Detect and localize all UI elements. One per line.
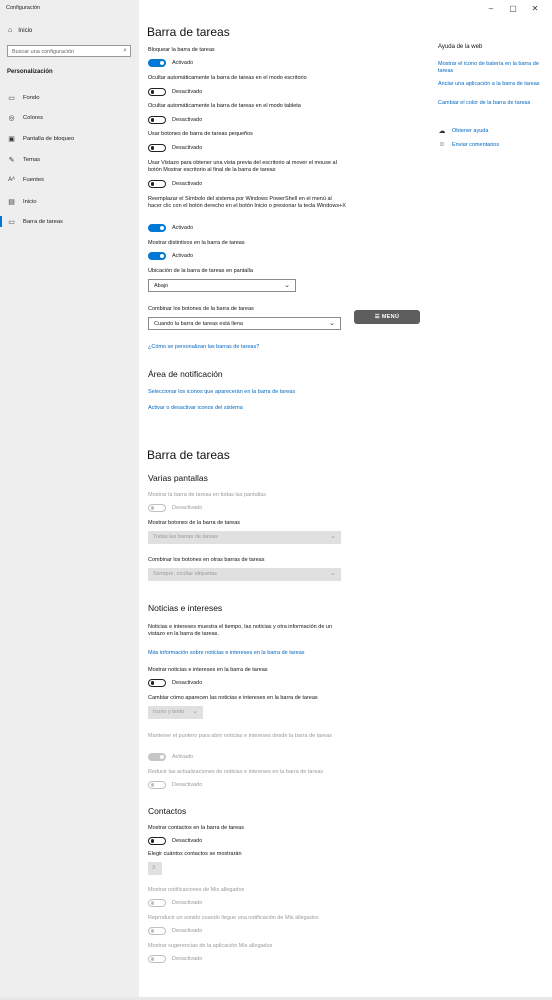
sidebar-item-label: Barra de tareas [23, 219, 63, 225]
system-icons-link[interactable]: Activar o desactivar iconos del sistema [148, 405, 243, 411]
lock-taskbar-toggle[interactable] [148, 59, 193, 67]
location-select[interactable] [148, 279, 296, 292]
search-input[interactable] [7, 45, 131, 57]
sidebar-item-temas[interactable] [7, 156, 40, 164]
taskbar-icon: ▭ [8, 219, 15, 226]
toggle-state: Desactivado [172, 956, 203, 962]
setting-label: Ocultar automáticamente la barra de tareas en el modo escritorio [148, 75, 307, 81]
autohide-desktop-toggle[interactable] [148, 88, 202, 96]
setting-label: Reducir las actualizaciones de noticias e intereses en la barra de tareas [148, 769, 324, 775]
help-title: Ayuda de la web [438, 44, 483, 50]
feedback-icon: ☺ [438, 141, 446, 148]
sidebar-item-label: Fuentes [23, 177, 44, 183]
toggle-switch[interactable] [148, 252, 166, 260]
sidebar-item-pantalla-bloqueo[interactable] [7, 135, 74, 143]
autohide-tablet-toggle[interactable] [148, 116, 202, 124]
toggle-state: Desactivado [172, 838, 203, 844]
chevron-down-icon: ⌄ [329, 320, 335, 327]
search-icon: ⌕ [123, 47, 127, 54]
toggle-switch[interactable] [148, 59, 166, 67]
badges-toggle[interactable] [148, 252, 193, 260]
toggle-switch[interactable] [148, 899, 166, 907]
menu-button[interactable]: ☰ MENÚ [354, 310, 420, 324]
toggle-switch[interactable] [148, 955, 166, 963]
sidebar-home-label: Inicio [18, 27, 33, 34]
sidebar-item-label: Temas [23, 157, 41, 163]
peek-toggle[interactable] [148, 180, 202, 188]
toggle-state: Activado [172, 60, 194, 66]
toggle-switch[interactable] [148, 116, 166, 124]
setting-label: Cambiar cómo aparecen las noticias e intereses en la barra de tareas [148, 695, 318, 701]
sidebar-item-label: Inicio [23, 199, 37, 205]
news-hover-toggle[interactable] [148, 753, 193, 761]
chevron-down-icon: ⌄ [330, 570, 336, 577]
setting-label: Reproducir un sonido cuando llegue una notificación de Mis allegados [148, 915, 319, 921]
contacts-sugg-toggle[interactable] [148, 955, 202, 963]
setting-label: Elegir cuántos contactos se mostrarán [148, 851, 242, 857]
help-chat-icon: ☁ [438, 128, 446, 135]
news-link[interactable]: Más información sobre noticias e intereses en la barra de tareas [148, 650, 305, 656]
news-description: Noticias e intereses muestra el tiempo, las noticias y otra información de un vistazo en la barra de tareas. [148, 624, 333, 638]
setting-label: Mostrar botones de la barra de tareas [148, 520, 241, 526]
select-value: Cuando la barra de tareas está llena [154, 321, 243, 327]
feedback-label: Enviar comentarios [452, 141, 500, 148]
select-value: 3 [152, 865, 156, 871]
chevron-down-icon: ⌄ [284, 282, 290, 289]
toggle-switch[interactable] [148, 224, 166, 232]
brush-icon: ✎ [8, 157, 15, 164]
sidebar-item-label: Fondo [23, 95, 40, 101]
get-help-link[interactable] [438, 127, 488, 135]
small-buttons-toggle[interactable] [148, 144, 202, 152]
toggle-state: Desactivado [172, 782, 203, 788]
select-value: Icono y texto [153, 709, 185, 715]
sidebar-item-label: Colores [23, 115, 43, 121]
section-title: Barra de tareas [147, 448, 230, 462]
lock-screen-icon: ▣ [8, 136, 15, 143]
news-style-select[interactable] [148, 706, 203, 719]
image-icon: ▭ [8, 95, 15, 102]
select-value: Abajo [154, 283, 169, 289]
toggle-state: Activado [172, 225, 194, 231]
chevron-down-icon: ⌄ [330, 533, 336, 540]
toggle-switch[interactable] [148, 927, 166, 935]
toggle-switch[interactable] [148, 679, 166, 687]
toggle-switch[interactable] [148, 753, 166, 761]
toggle-switch[interactable] [148, 180, 166, 188]
maximize-button[interactable]: ▢ [509, 4, 517, 13]
sidebar-item-barra-tareas[interactable] [7, 218, 63, 226]
setting-label: Mostrar distintivos en la barra de tareas [148, 240, 245, 246]
sidebar-item-fuentes[interactable] [7, 177, 44, 183]
toggle-state: Desactivado [172, 181, 203, 187]
toggle-switch[interactable] [148, 88, 166, 96]
contacts-count-select[interactable] [148, 862, 162, 875]
setting-label: Bloquear la barra de tareas [148, 47, 215, 53]
combine-other-select[interactable] [148, 568, 341, 581]
toggle-state: Desactivado [172, 928, 203, 934]
combine-label: Combinar los botones de la barra de tareas [148, 306, 254, 312]
setting-label: Usar botones de barra de tareas pequeños [148, 131, 253, 137]
setting-label: Mantener el puntero para abrir noticias e intereses desde la barra de tareas [148, 733, 333, 739]
home-icon: ⌂ [8, 27, 13, 34]
help-link-color[interactable]: Cambiar el color de la barra de tareas [438, 100, 531, 106]
location-label: Ubicación de la barra de tareas en pantalla [148, 268, 253, 274]
setting-label: Mostrar noticias e intereses en la barra de tareas [148, 667, 268, 673]
toggle-state: Activado [172, 754, 194, 760]
setting-label: Mostrar contactos en la barra de tareas [148, 825, 244, 831]
page-title: Barra de tareas [147, 25, 230, 39]
setting-label: Ocultar automáticamente la barra de tareas en el modo tableta [148, 103, 301, 109]
start-icon: ▤ [8, 199, 15, 206]
contacts-sound-toggle[interactable] [148, 927, 202, 935]
sidebar-section-title: Personalización [7, 69, 53, 75]
get-help-label: Obtener ayuda [452, 128, 489, 134]
sidebar-item-fondo[interactable] [7, 94, 39, 102]
setting-label: Reemplazar el Símbolo del sistema por Windows PowerShell en el menú al hacer clic con el botón derecho en el botón Inicio o presionar la tecla Windows+X [148, 196, 346, 210]
customize-link[interactable]: ¿Cómo se personalizan las barras de tareas? [148, 344, 260, 350]
news-title: Noticias e intereses [148, 603, 223, 613]
select-value: Siempre, ocultar etiquetas [153, 571, 217, 577]
notification-area-title: Área de notificación [148, 369, 223, 379]
help-link-pin[interactable]: Anclar una aplicación a la barra de tareas [438, 81, 540, 87]
setting-label: Mostrar sugerencias de la aplicación Mis allegados [148, 943, 273, 949]
toggle-switch[interactable] [148, 504, 166, 512]
feedback-link[interactable] [438, 141, 499, 148]
multi-display-title: Varias pantallas [148, 473, 208, 483]
select-icons-link[interactable]: Seleccionar los iconos que aparecerán en la barra de tareas [148, 389, 296, 395]
setting-label: Combinar los botones en otras barras de tareas [148, 557, 265, 563]
toggle-state: Desactivado [172, 505, 203, 511]
minimize-button[interactable]: – [488, 4, 494, 13]
combine-select[interactable] [148, 317, 341, 330]
toggle-state: Desactivado [172, 89, 203, 95]
all-displays-toggle[interactable] [148, 504, 202, 512]
news-toggle[interactable] [148, 679, 202, 687]
font-icon: Aᴬ [8, 177, 15, 183]
app-title: Configuración [6, 5, 40, 11]
setting-label: Usar Vistazo para obtener una vista previa del escritorio al mover el mouse al botón Mostrar escritorio al final de la barra de tareas [148, 160, 337, 174]
close-button[interactable]: ✕ [531, 4, 539, 13]
sidebar-home[interactable] [8, 27, 32, 34]
contacts-notif-toggle[interactable] [148, 899, 202, 907]
news-reduce-toggle[interactable] [148, 781, 202, 789]
sidebar-item-colores[interactable] [7, 114, 43, 122]
show-buttons-select[interactable] [148, 531, 341, 544]
powershell-toggle[interactable] [148, 224, 193, 232]
select-value: Todas las barras de tareas [153, 534, 218, 540]
palette-icon: ◎ [8, 115, 15, 122]
title-bar [0, 0, 552, 18]
toggle-switch[interactable] [148, 781, 166, 789]
window-controls [480, 3, 546, 15]
sidebar-item-label: Pantalla de bloqueo [23, 136, 75, 142]
toggle-state: Desactivado [172, 117, 203, 123]
sidebar [0, 0, 139, 1000]
toggle-switch[interactable] [148, 837, 166, 845]
help-link-battery[interactable]: Mostrar el icono de batería en la barra de tareas [438, 61, 539, 75]
toggle-state: Desactivado [172, 900, 203, 906]
setting-label: Mostrar notificaciones de Mis allegados [148, 887, 245, 893]
setting-label: Mostrar la barra de tareas en todas las pantallas [148, 492, 267, 498]
sidebar-item-inicio[interactable] [7, 198, 37, 206]
toggle-state: Desactivado [172, 145, 203, 151]
search-placeholder: Buscar una configuración [12, 48, 75, 55]
contacts-title: Contactos [148, 806, 187, 816]
toggle-state: Desactivado [172, 680, 203, 686]
toggle-state: Activado [172, 253, 194, 259]
chevron-down-icon: ⌄ [192, 708, 198, 715]
toggle-switch[interactable] [148, 144, 166, 152]
contacts-toggle[interactable] [148, 837, 202, 845]
